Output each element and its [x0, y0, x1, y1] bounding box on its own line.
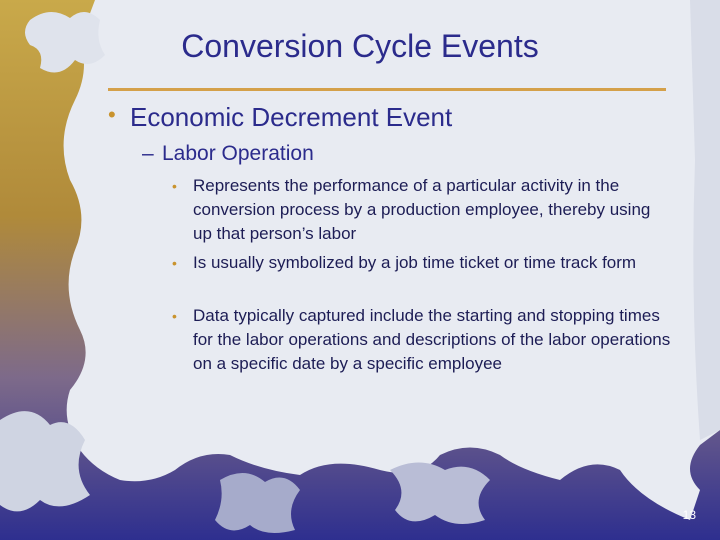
bullet-level3-text: Represents the performance of a particular activity in the conversion process by a production employee, thereby using up that person’s labor	[193, 176, 651, 243]
dash-icon: –	[142, 142, 154, 165]
bullet-level3-text: Is usually symbolized by a job time ticket or time track form	[193, 253, 637, 272]
bullet-icon: •	[172, 308, 177, 324]
bullet-level2-text: Labor Operation	[162, 142, 314, 165]
bullet-level1-text: Economic Decrement Event	[130, 102, 453, 132]
bullet-icon: •	[108, 102, 116, 127]
page-number: 13	[682, 508, 696, 522]
bullet-icon: •	[172, 178, 177, 194]
slide-title: Conversion Cycle Events	[181, 28, 539, 64]
title-underline	[108, 88, 666, 91]
bullet-icon: •	[172, 255, 177, 271]
bullet-level3-text: Data typically captured include the starting and stopping times for the labor operations and descriptions of the labor operations on a specific date by a specific employee	[193, 306, 671, 373]
